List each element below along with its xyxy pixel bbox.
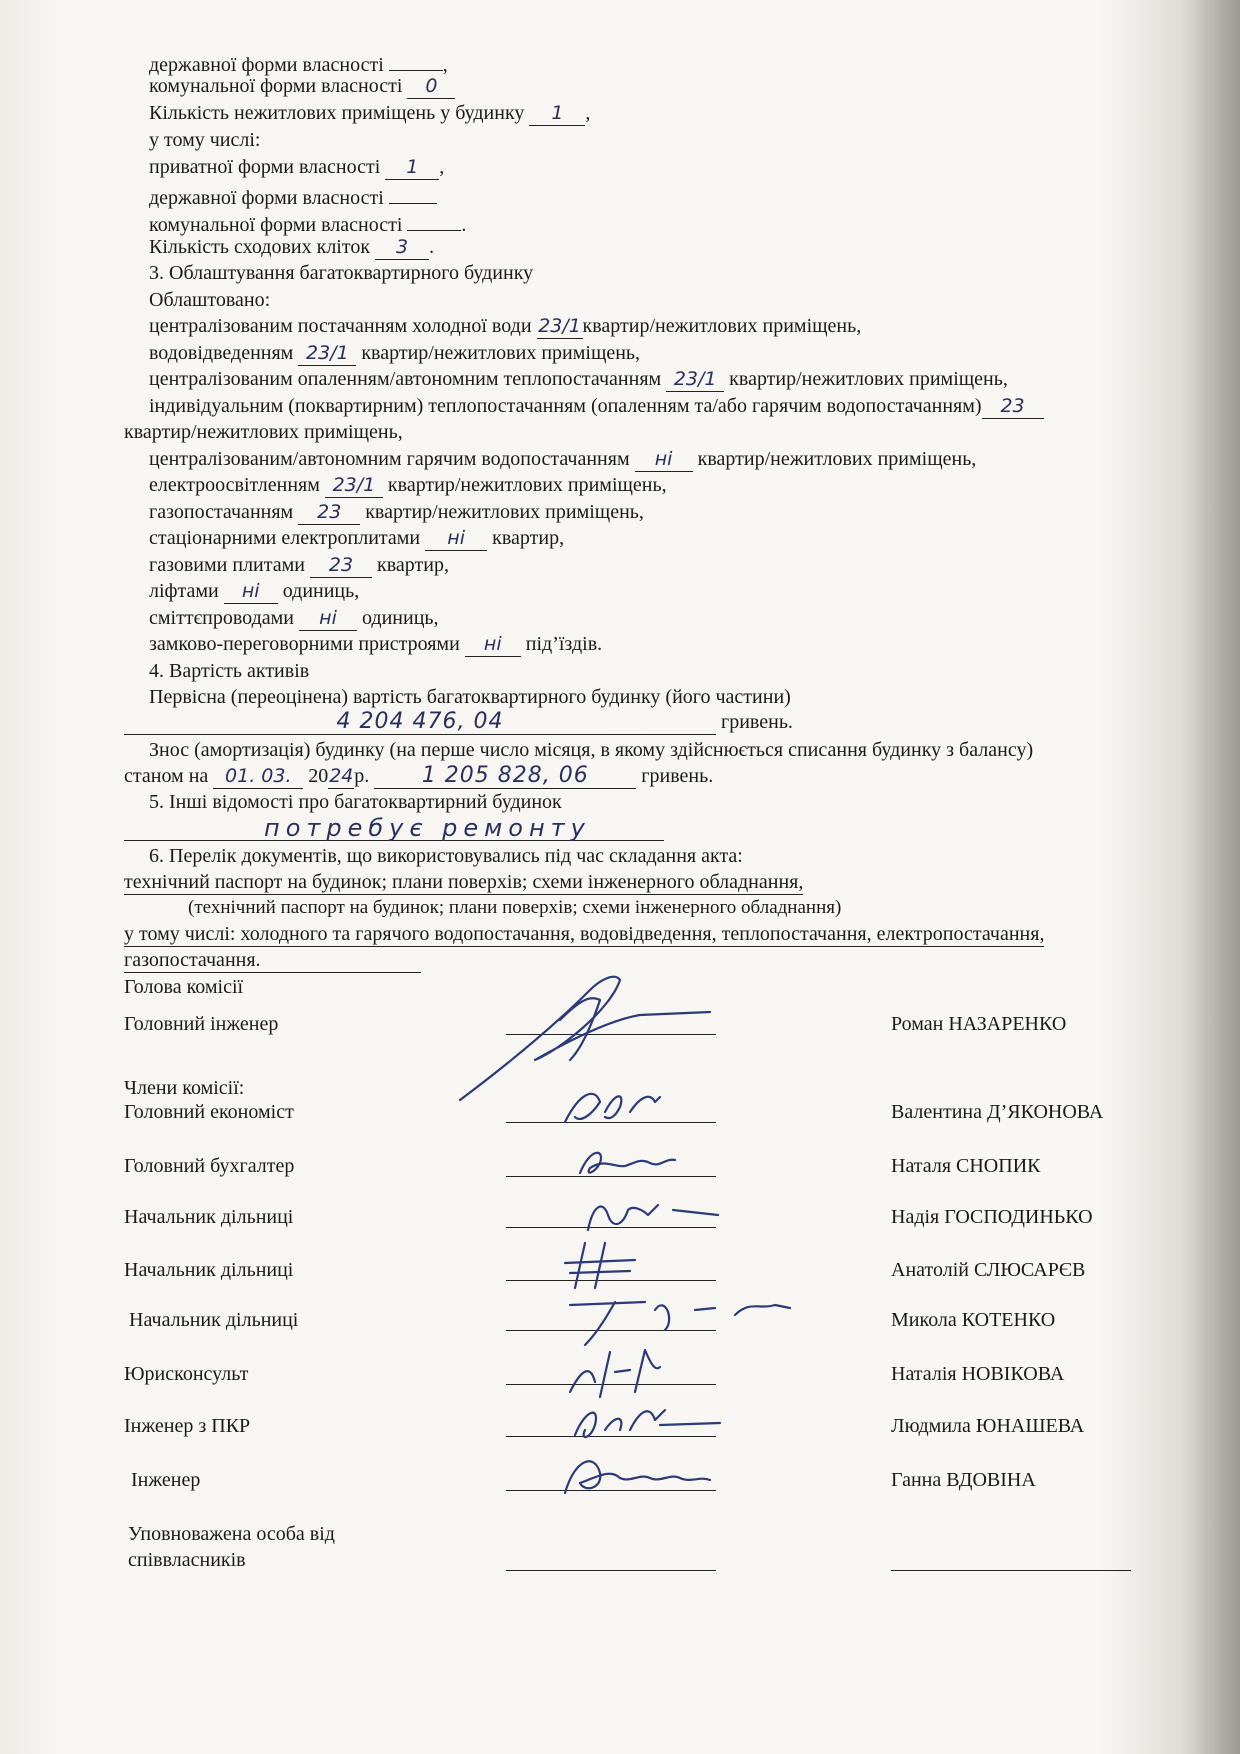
signature-row-engineer-pkr: Інженер з ПКР Людмила ЮНАШЕВА — [124, 1415, 1085, 1437]
nonresidential-count-line: Кількість нежитлових приміщень у будинку 1 , — [149, 102, 591, 124]
gas-stoves-value: 23 — [310, 553, 372, 578]
state-ownership-value-2 — [389, 181, 437, 204]
documents-list-line: технічний паспорт на будинок; плани поверхів; схеми інженерного обладнання, — [124, 871, 804, 893]
initial-value-amount: 4 204 476, 04 — [124, 710, 716, 735]
nonresidential-count-value: 1 — [529, 101, 585, 126]
section-6-heading: 6. Перелік документів, що використовувались під час складання акта: — [149, 845, 743, 867]
intercoms-value: ні — [465, 632, 521, 657]
stairwell-count-line: Кількість сходових кліток 3 . — [149, 236, 435, 258]
initial-value-label: Первісна (переоцінена) вартість багатоквартирного будинку (його частини) — [149, 686, 791, 708]
commission-members-label: Члени комісії: — [124, 1077, 245, 1099]
signature-row-chief-engineer: Головний інженер Роман НАЗАРЕНКО — [124, 1013, 1067, 1035]
signature-row-legal-advisor: Юрисконсульт Наталія НОВІКОВА — [124, 1363, 1065, 1385]
initial-value-line: 4 204 476, 04 гривень. — [124, 710, 793, 735]
documents-hint: (технічний паспорт на будинок; плани поверхів; схеми інженерного обладнання) — [188, 897, 842, 918]
sewerage-value: 23/1 — [298, 341, 356, 366]
documents-list-line-2: у тому числі: холодного та гарячого водопостачання, водовідведення, теплопостачання, електропостачання, — [124, 923, 1045, 945]
electric-lighting-value: 23/1 — [325, 473, 383, 498]
state-ownership-value — [389, 48, 443, 71]
depreciation-amount: 1 205 828, 06 — [374, 764, 636, 789]
lifts-line: ліфтами ні одиниць, — [149, 580, 360, 602]
signature-engineer — [555, 1448, 715, 1503]
private-ownership-line: приватної форми власності 1 , — [149, 156, 445, 178]
depreciation-year: 24 — [329, 765, 354, 787]
central-heating-value: 23/1 — [666, 367, 724, 392]
signature-row-owner-representative: співвласників — [0, 1548, 1240, 1578]
cold-water-value: 23/1 — [538, 315, 581, 337]
signature-row-chief-economist: Головний економіст Валентина Д’ЯКОНОВА — [124, 1101, 1104, 1123]
state-ownership-line-2: державної форми власності — [149, 181, 437, 210]
depreciation-line: станом на 01. 03. 2024р. 1 205 828, 06 гривень. — [124, 763, 714, 788]
intercoms-line: замково-переговорними пристроями ні під’їздів. — [149, 633, 603, 655]
state-ownership-line: державної форми власності , — [149, 48, 448, 77]
signature-legal-advisor — [560, 1342, 680, 1402]
other-info-line — [124, 816, 664, 842]
private-ownership-value: 1 — [385, 155, 439, 180]
communal-ownership-line-2: комунальної форми власності . — [149, 208, 466, 237]
commission-head-label: Голова комісії — [124, 976, 244, 998]
signature-site-head-3 — [565, 1290, 795, 1350]
communal-ownership-line: комунальної форми власності 0 — [149, 74, 455, 99]
signature-chief-economist — [560, 1082, 670, 1132]
depreciation-date: 01. 03. — [213, 764, 303, 789]
communal-ownership-value-2 — [407, 208, 461, 231]
stairwell-count-value: 3 — [375, 235, 429, 260]
electric-stoves-value: ні — [425, 526, 487, 551]
individual-heating-line: індивідуальним (поквартирним) теплопостачанням (опаленням та/або гарячим водопостачанням) 23 — [149, 394, 1044, 419]
gas-supply-value: 23 — [298, 500, 360, 525]
sewerage-line: водовідведенням 23/1 квартир/нежитлових приміщень, — [149, 342, 641, 364]
communal-ownership-value: 0 — [407, 74, 455, 99]
signature-site-head-2 — [555, 1238, 645, 1293]
signature-row-site-head-1: Начальник дільниці Надія ГОСПОДИНЬКО — [124, 1206, 1093, 1228]
hot-water-value: ні — [635, 447, 693, 472]
section-4-heading: 4. Вартість активів — [149, 660, 310, 682]
garbage-chutes-line: сміттєпроводами ні одиниць, — [149, 607, 439, 629]
individual-heating-value: 23 — [982, 394, 1044, 419]
gas-stoves-line: газовими плитами 23 квартир, — [149, 554, 449, 576]
garbage-chutes-value: ні — [299, 606, 357, 631]
signature-row-site-head-3: Начальник дільниці Микола КОТЕНКО — [129, 1309, 1056, 1331]
signature-chief-accountant — [570, 1138, 680, 1183]
central-heating-line: централізованим опаленням/автономним теплопостачанням 23/1 квартир/нежитлових приміщень, — [149, 368, 1008, 390]
section-3-heading: 3. Облаштування багатоквартирного будинку — [149, 262, 534, 284]
documents-list-line-3: газопостачання. — [124, 948, 421, 973]
electric-stoves-line: стаціонарними електроплитами ні квартир, — [149, 527, 565, 549]
cold-water-line: централізованим постачанням холодної води 23/1квартир/нежитлових приміщень, — [149, 315, 862, 337]
owner-representative-label-1: Уповноважена особа від — [128, 1523, 335, 1545]
individual-heating-line-cont: квартир/нежитлових приміщень, — [124, 421, 403, 443]
lifts-value: ні — [224, 579, 278, 604]
signature-site-head-1 — [578, 1190, 728, 1240]
signature-row-engineer: Інженер Ганна ВДОВІНА — [131, 1469, 1036, 1491]
signature-engineer-pkr — [565, 1395, 725, 1450]
section-5-heading: 5. Інші відомості про багатоквартирний будинок — [149, 791, 562, 813]
gas-supply-line: газопостачанням 23 квартир/нежитлових приміщень, — [149, 501, 644, 523]
signature-row-chief-accountant: Головний бухгалтер Наталя СНОПИК — [124, 1155, 1041, 1177]
electric-lighting-line: електроосвітленням 23/1 квартир/нежитлових приміщень, — [149, 474, 667, 496]
signature-row-site-head-2: Начальник дільниці Анатолій СЛЮСАРЄВ — [124, 1259, 1086, 1281]
hot-water-line: централізованим/автономним гарячим водопостачанням ні квартир/нежитлових приміщень, — [149, 448, 977, 470]
depreciation-label: Знос (амортизація) будинку (на перше число місяця, в якому здійснюється списання будинку з балансу) — [149, 739, 1034, 761]
including-label: у тому числі: — [149, 129, 261, 151]
equipped-label: Облаштовано: — [149, 289, 271, 311]
other-info-value: потребує ремонту — [124, 816, 664, 841]
